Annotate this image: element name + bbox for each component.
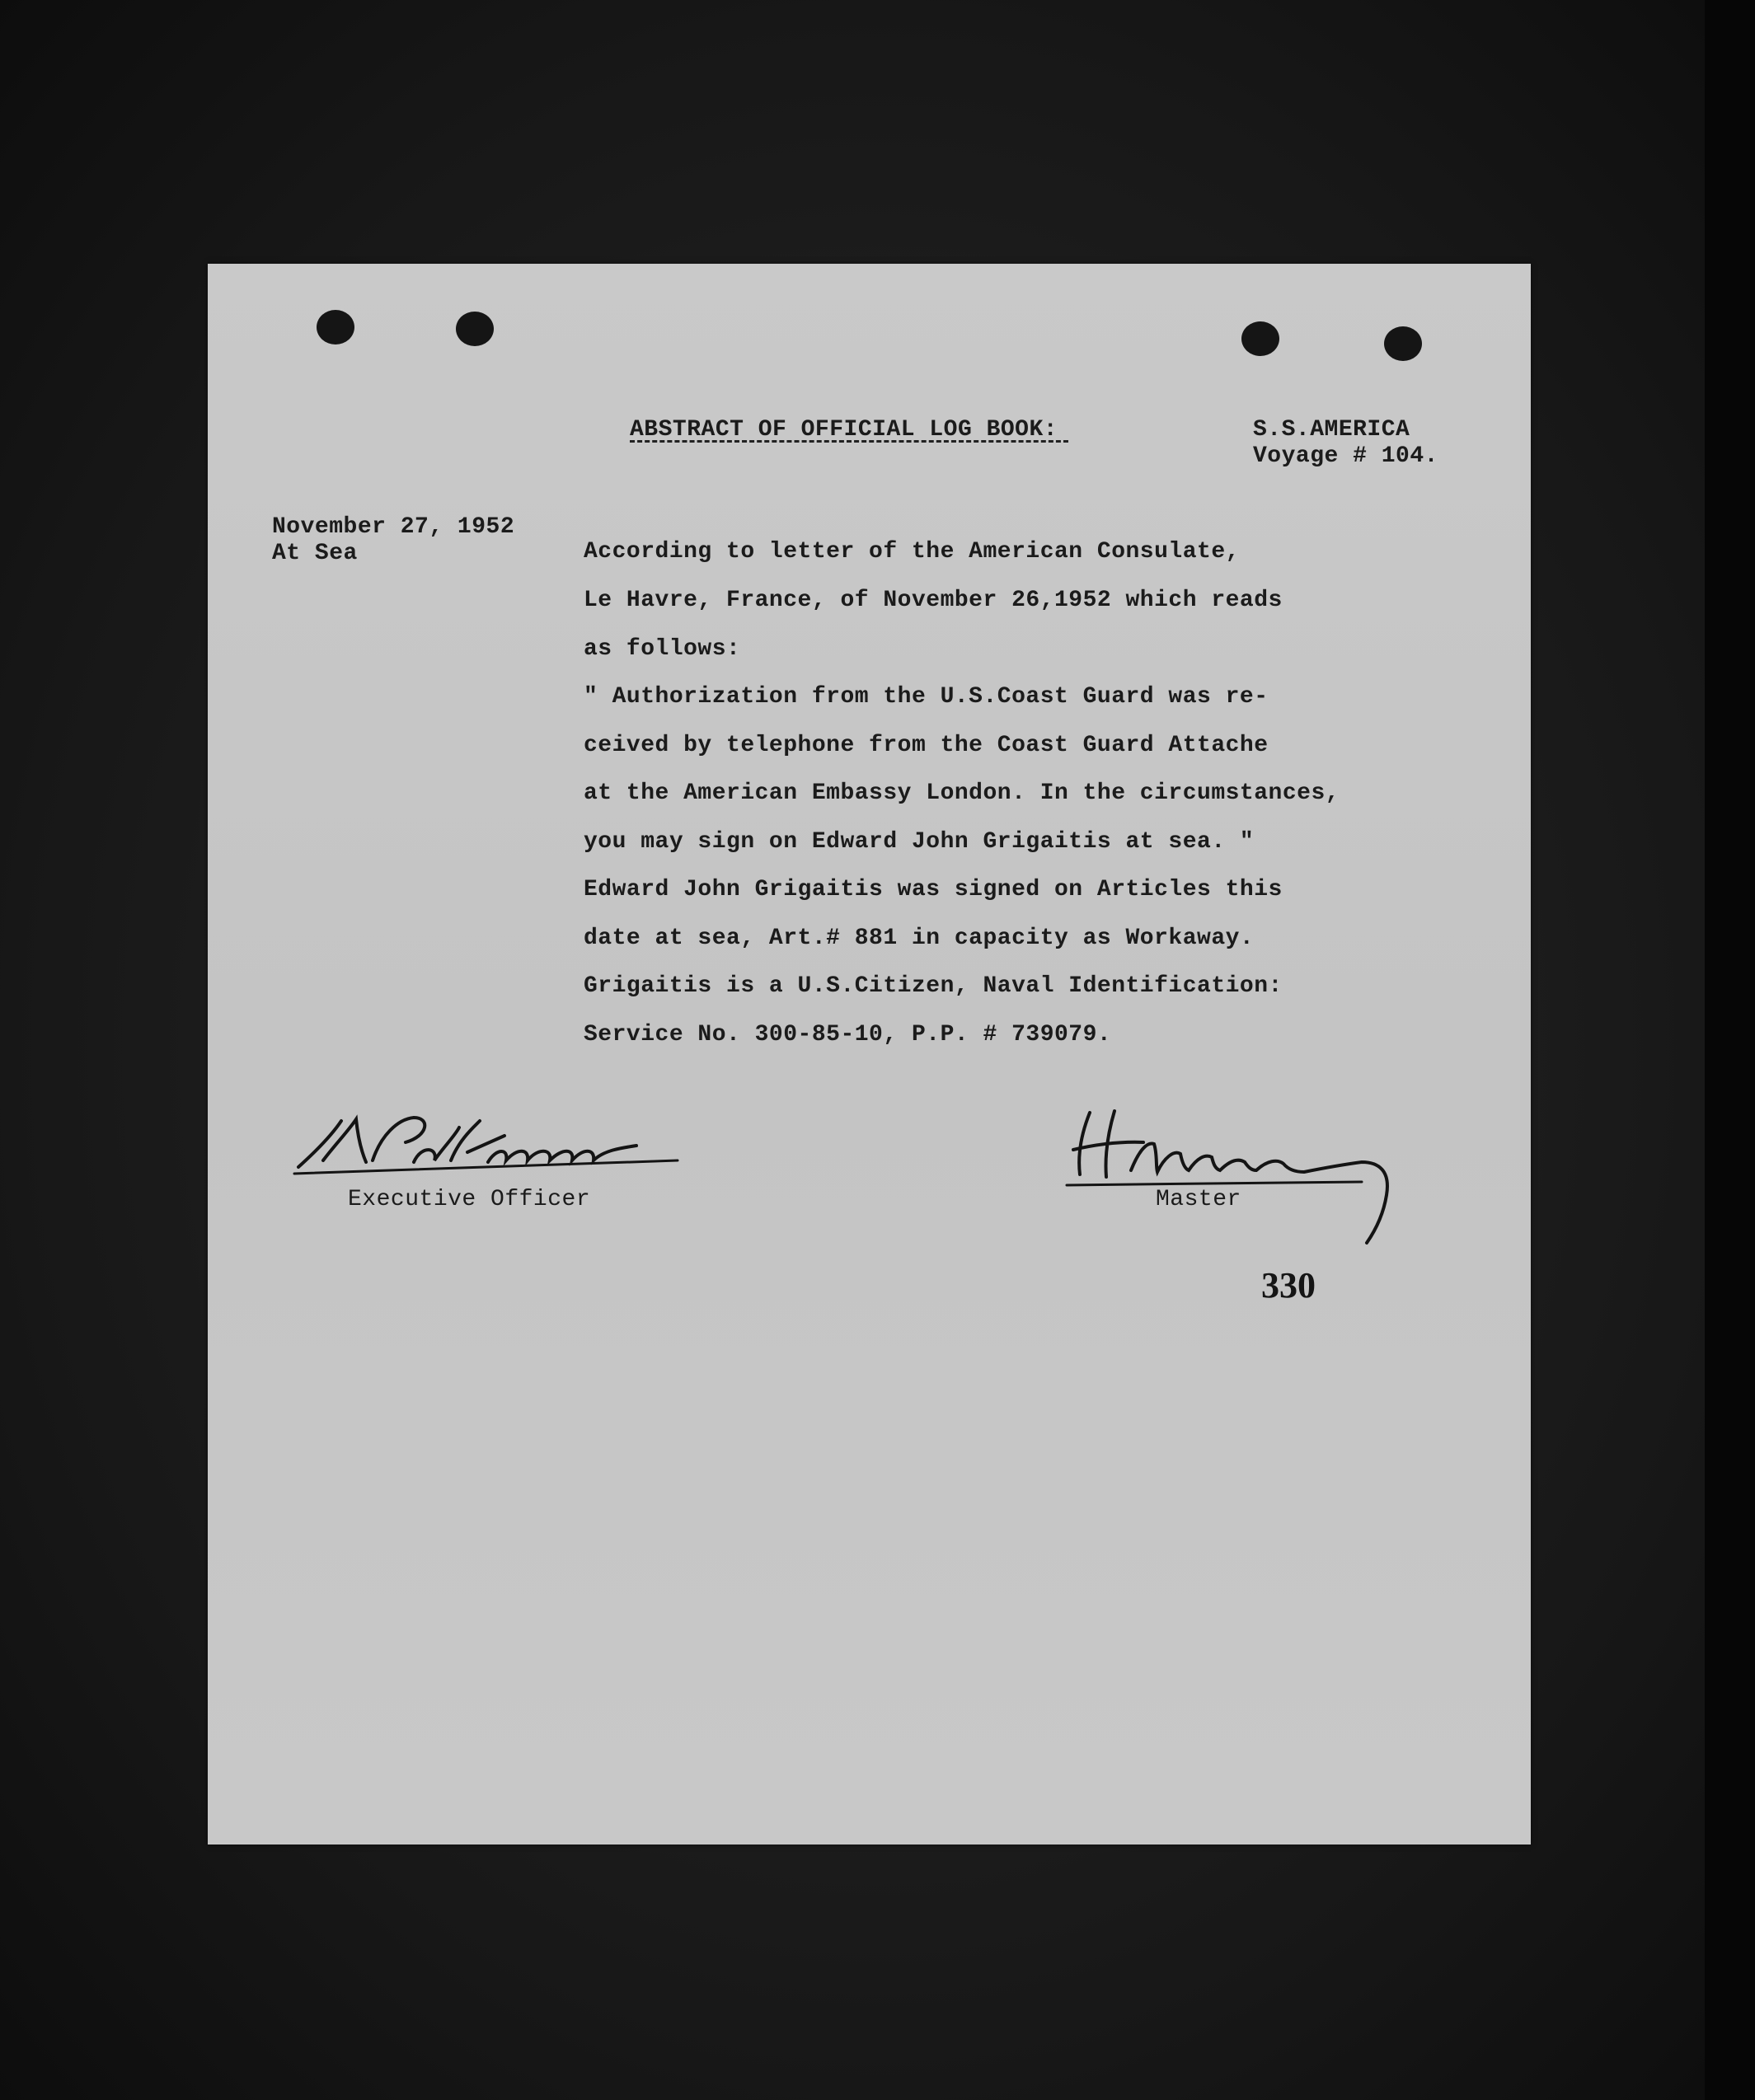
punch-hole (317, 310, 354, 345)
punch-hole (1241, 321, 1279, 356)
voyage-number: Voyage # 104. (1253, 443, 1438, 469)
log-book-page (208, 264, 1531, 1845)
body-line: " Authorization from the U.S.Coast Guard was re- (584, 684, 1269, 710)
body-line: date at sea, Art.# 881 in capacity as Workaway. (584, 926, 1255, 951)
body-line: you may sign on Edward John Grigaitis at sea. " (584, 829, 1255, 855)
scan-edge-strip (1705, 0, 1755, 2100)
body-line: Grigaitis is a U.S.Citizen, Naval Identification: (584, 973, 1283, 999)
page-number: 330 (1261, 1265, 1316, 1305)
body-line: According to letter of the American Consulate, (584, 539, 1240, 565)
master-title: Master (1156, 1187, 1241, 1212)
punch-hole (1384, 326, 1422, 361)
body-line: as follows: (584, 636, 741, 662)
entry-date: November 27, 1952 (272, 514, 515, 540)
punch-hole (456, 312, 494, 346)
master-signature (1065, 1104, 1452, 1253)
body-line: Service No. 300-85-10, P.P. # 739079. (584, 1022, 1112, 1048)
title-underline (630, 440, 1068, 443)
document-title: ABSTRACT OF OFFICIAL LOG BOOK: (630, 417, 1058, 443)
ship-name: S.S.AMERICA (1253, 417, 1410, 443)
entry-location: At Sea (272, 541, 358, 566)
executive-officer-title: Executive Officer (348, 1187, 591, 1212)
body-line: Edward John Grigaitis was signed on Articles this (584, 877, 1283, 902)
body-line: at the American Embassy London. In the circumstances, (584, 780, 1340, 806)
body-line: ceived by telephone from the Coast Guard Attache (584, 733, 1269, 758)
body-line: Le Havre, France, of November 26,1952 which reads (584, 588, 1283, 613)
executive-officer-signature (290, 1103, 686, 1185)
